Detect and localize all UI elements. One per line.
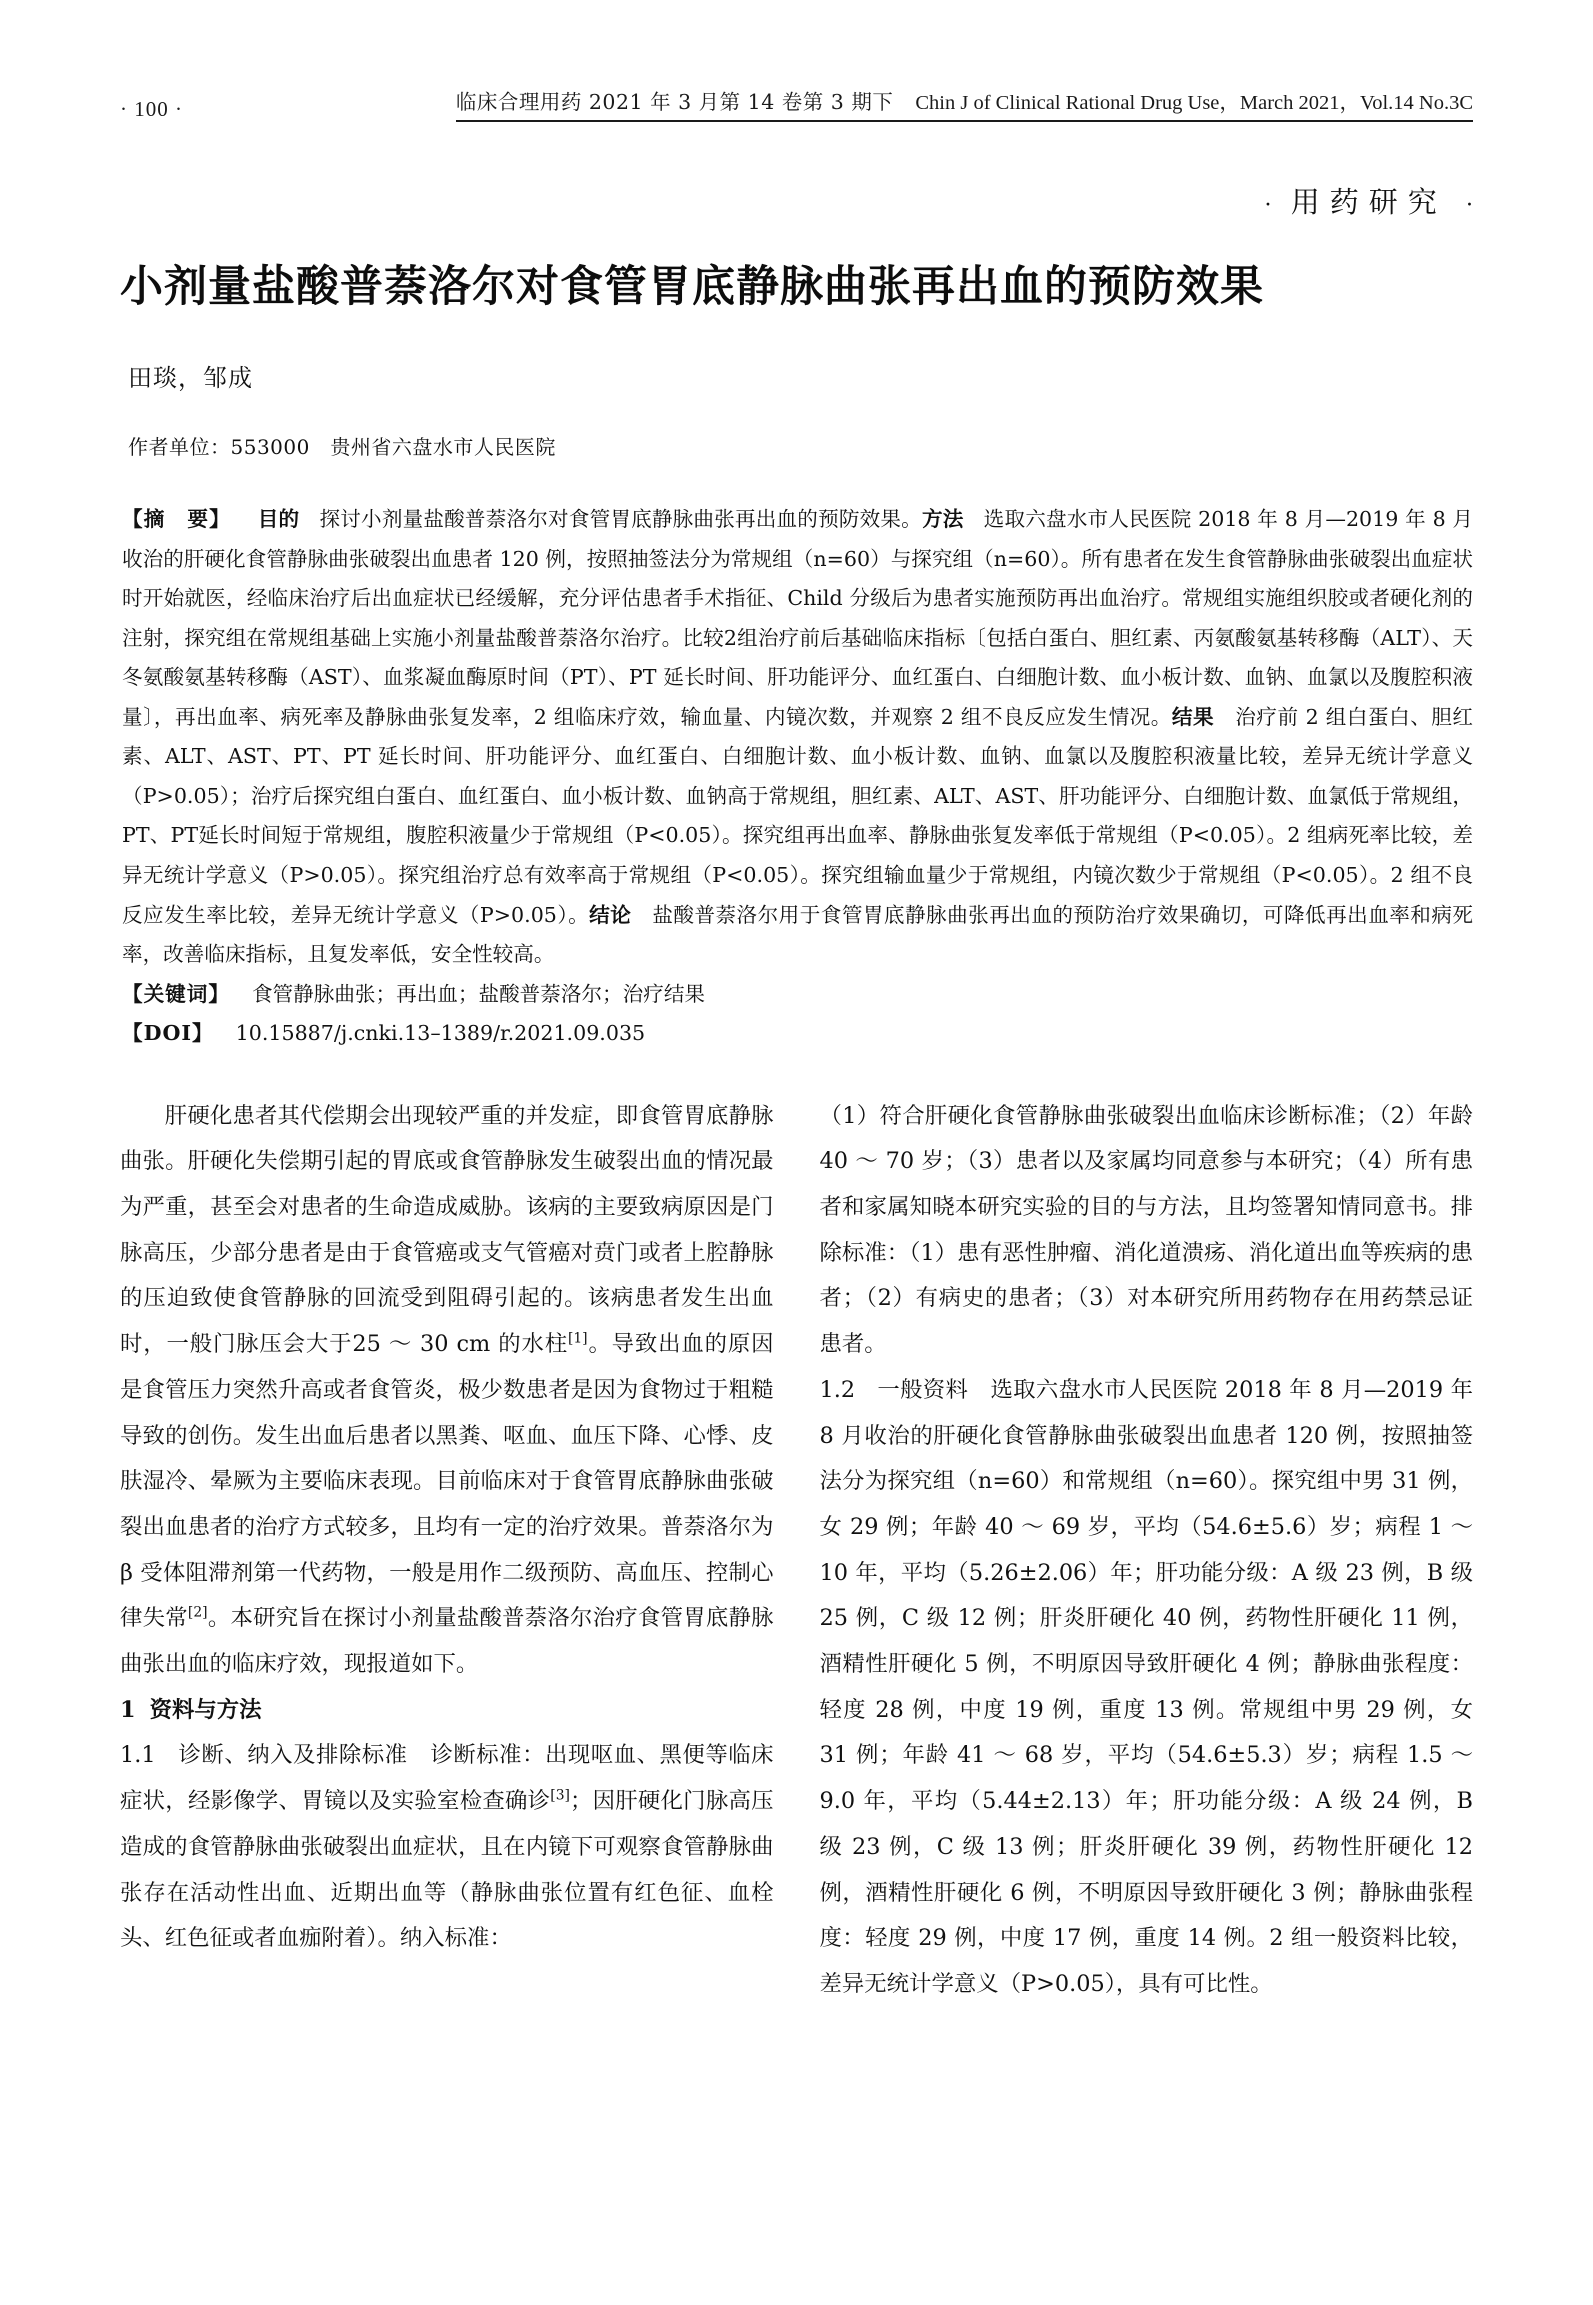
left-column [120, 1094, 774, 2008]
section-flag-label: 用药研究 [1290, 185, 1447, 219]
subsection-1-1-text-b: ；因肝硬化门脉高压造成的食管静脉曲张破裂出血症状，且在内镜下可观察食管静脉曲张存在活动性出血、近期出血等（静脉曲张位置有红色征、血栓头、红色征或者血痂附着）。纳入标准： [120, 1788, 774, 1952]
section-heading-1-title: 资料与方法 [149, 1696, 262, 1723]
article-authors: 田琰，邹成 [128, 364, 253, 393]
subsection-1-2-text: 选取六盘水市人民医院 2018 年 8 月—2019 年 8 月收治的肝硬化食管静脉曲张破裂出血患者 120 例，按照抽签法分为探究组（n=60）和常规组（n=60）。探究组中男 31 例，女 29 例；年龄 40 ～ 69 岁，平均（54.6±5.6）岁；病程 1 ～ 10 年，平均（5.26±2.06）年；肝功能分级：A 级 23 例，B 级 25 例，C 级 12 例；肝炎肝硬化 40 例，药物性肝硬化 11 例，酒精性肝硬化 5 例，不明原因导致肝硬化 4 例；静脉曲张程度：轻度 28 例，中度 19 例，重度 13 例。常规组中男 29 例，女 31 例；年龄 41 ～ 68 岁，平均（54.6±5.3）岁；病程 1.5 ～ 9.0 年，平均（5.44±2.13）年；肝功能分级：A 级 24 例，B 级 23 例，C 级 13 例；肝炎肝硬化 39 例，药物性肝硬化 12 例，酒精性肝硬化 6 例，不明原因导致肝硬化 3 例；静脉曲张程度：轻度 29 例，中度 17 例，重度 14 例。2 组一般资料比较，差异无统计学意义（P>0.05），具有可比性。 [819, 1376, 1473, 1997]
abstract-objective-text: 探讨小剂量盐酸普萘洛尔对食管胃底静脉曲张再出血的预防效果。 [319, 507, 922, 532]
flag-right-dot-icon: · [1466, 193, 1473, 218]
abstract-results-label: 结果 [1171, 704, 1215, 729]
subsection-1-1-title: 诊断、纳入及排除标准 [178, 1742, 408, 1769]
section-flag [120, 180, 1473, 221]
journal-citation-chinese: 临床合理用药 2021 年 3 月第 14 卷第 3 期下 [455, 90, 894, 114]
intro-text-part-1: 肝硬化患者其代偿期会出现较严重的并发症，即食管胃底静脉曲张。肝硬化失偿期引起的胃底或食管静脉发生破裂出血的情况最为严重，甚至会对患者的生命造成威胁。该病的主要致病原因是门脉高压，少部分患者是由于食管癌或支气管癌对贲门或者上腔静脉的压迫致使食管静脉的回流受到阻碍引起的。该病患者发生出血时，一般门脉压会大于 [120, 1102, 774, 1358]
abstract-methods-label: 方法 [921, 507, 964, 532]
body-columns [120, 1094, 1473, 2008]
article-title: 小剂量盐酸普萘洛尔对食管胃底静脉曲张再出血的预防效果 [120, 262, 1264, 312]
journal-citation-english: Chin J of Clinical Rational Drug Use，March 2021，Vol.14 No.3C [915, 92, 1473, 114]
abstract-conclusion-text: 盐酸普萘洛尔用于食管胃底静脉曲张再出血的预防治疗效果确切，可降低再出血率和病死率，改善临床指标，且复发率低，安全性较高。 [122, 902, 1474, 967]
running-head [120, 0, 1473, 122]
journal-citation-line [456, 85, 1473, 122]
abstract-methods-text: 选取六盘水市人民医院 2018 年 8 月—2019 年 8 月收治的肝硬化食管静脉曲张破裂出血患者 120 例，按照抽签法分为常规组（n=60）与探究组（n=60）。所有患者在发生食管静脉曲张破裂出血症状时开始就医，经临床治疗后出血症状已经缓解，充分评估患者手术指征、Child 分级后为患者实施预防再出血治疗。常规组实施组织胶或者硬化剂的注射，探究组在常规组基础上实施小剂量盐酸普萘洛尔治疗。比较2组治疗前后基础临床指标〔包括白蛋白、胆红素、丙氨酸氨基转移酶（ALT）、天冬氨酸氨基转移酶（AST）、血浆凝血酶原时间（PT）、PT 延长时间、肝功能评分、血红蛋白、白细胞计数、血小板计数、血钠、血氯以及腹腔积液量〕，再出血率、病死率及静脉曲张复发率，2 组临床疗效，输血量、内镜次数，并观察 2 组不良反应发生情况。 [122, 507, 1474, 729]
intro-text-part-4: 。本研究旨在探讨小剂量盐酸普萘洛尔治疗食管胃底静脉曲张出血的临床疗效，现报道如下。 [120, 1605, 774, 1678]
page-folio: · 100 · [120, 97, 183, 121]
author-affiliation: 作者单位：553000 贵州省六盘水市人民医院 [128, 435, 556, 460]
intro-text-part-3: 。导致出血的原因是食管压力突然升高或者食管炎，极少数患者是因为食物过于粗糙导致的创伤。发生出血后患者以黑粪、呕血、血压下降、心悸、皮肤湿冷、晕厥为主要临床表现。目前临床对于食管胃底静脉曲张破裂出血患者的治疗方式较多，且均有一定的治疗效果。普萘洛尔为 β 受体阻滞剂第一代药物，一般是用作二级预防、高血压、控制心律失常 [120, 1331, 774, 1632]
subsection-1-1 [120, 1733, 774, 1962]
doi-line [120, 1014, 1473, 1054]
right-column [820, 1094, 1474, 2008]
intro-text-part-2: 25 ～ 30 cm 的水柱 [352, 1331, 568, 1358]
reference-marker-1: [1] [567, 1330, 588, 1347]
reference-marker-3: [3] [550, 1787, 570, 1804]
section-heading-1-number: 1 [120, 1696, 136, 1723]
intro-paragraph [120, 1094, 774, 1688]
abstract-body [120, 500, 1473, 974]
flag-left-dot-icon: · [1264, 193, 1272, 218]
subsection-1-2-title: 一般资料 [877, 1376, 969, 1403]
section-heading-1 [120, 1688, 774, 1734]
subsection-1-1-number: 1.1 [120, 1742, 156, 1769]
abstract-block [120, 500, 1473, 1053]
abstract-conclusion-label: 结论 [589, 902, 632, 927]
subsection-1-2 [820, 1368, 1474, 2008]
keywords-line [120, 975, 1473, 1015]
abstract-label: 【摘 要】 [122, 507, 231, 532]
subsection-1-1-text-a: 诊断标准：出现呕血、黑便等临床症状，经影像学、胃镜以及实验室检查确诊 [120, 1742, 774, 1815]
keywords-text: 食管静脉曲张；再出血；盐酸普萘洛尔；治疗结果 [251, 981, 706, 1006]
subsection-1-2-number: 1.2 [819, 1376, 856, 1403]
keywords-label: 【关键词】 [122, 981, 230, 1006]
doi-label: 【DOI】 [122, 1021, 214, 1046]
inclusion-exclusion-paragraph: （1）符合肝硬化食管静脉曲张破裂出血临床诊断标准；（2）年龄 40 ～ 70 岁；（3）患者以及家属均同意参与本研究；（4）所有患者和家属知晓本研究实验的目的与方法，且均签署知情同意书。排除标准：（1）患有恶性肿瘤、消化道溃疡、消化道出血等疾病的患者；（2）有病史的患者；（3）对本研究所用药物存在用药禁忌证患者。 [819, 1102, 1473, 1358]
reference-marker-2: [2] [187, 1604, 208, 1621]
abstract-results-text: 治疗前 2 组白蛋白、胆红素、ALT、AST、PT、PT 延长时间、肝功能评分、血红蛋白、白细胞计数、血小板计数、血钠、血氯以及腹腔积液量比较，差异无统计学意义（P>0.05）；治疗后探究组白蛋白、血红蛋白、血小板计数、血钠高于常规组，胆红素、ALT、AST、肝功能评分、白细胞计数、血氯低于常规组，PT、PT延长时间短于常规组，腹腔积液量少于常规组（P<0.05）。探究组再出血率、静脉曲张复发率低于常规组（P<0.05）。2 组病死率比较，差异无统计学意义（P>0.05）。探究组治疗总有效率高于常规组（P<0.05）。探究组输血量少于常规组，内镜次数少于常规组（P<0.05）。2 组不良反应发生率比较，差异无统计学意义（P>0.05）。 [122, 704, 1473, 927]
abstract-objective-label: 目的 [257, 507, 300, 532]
doi-text: 10.15887/j.cnki.13–1389/r.2021.09.035 [235, 1021, 646, 1046]
